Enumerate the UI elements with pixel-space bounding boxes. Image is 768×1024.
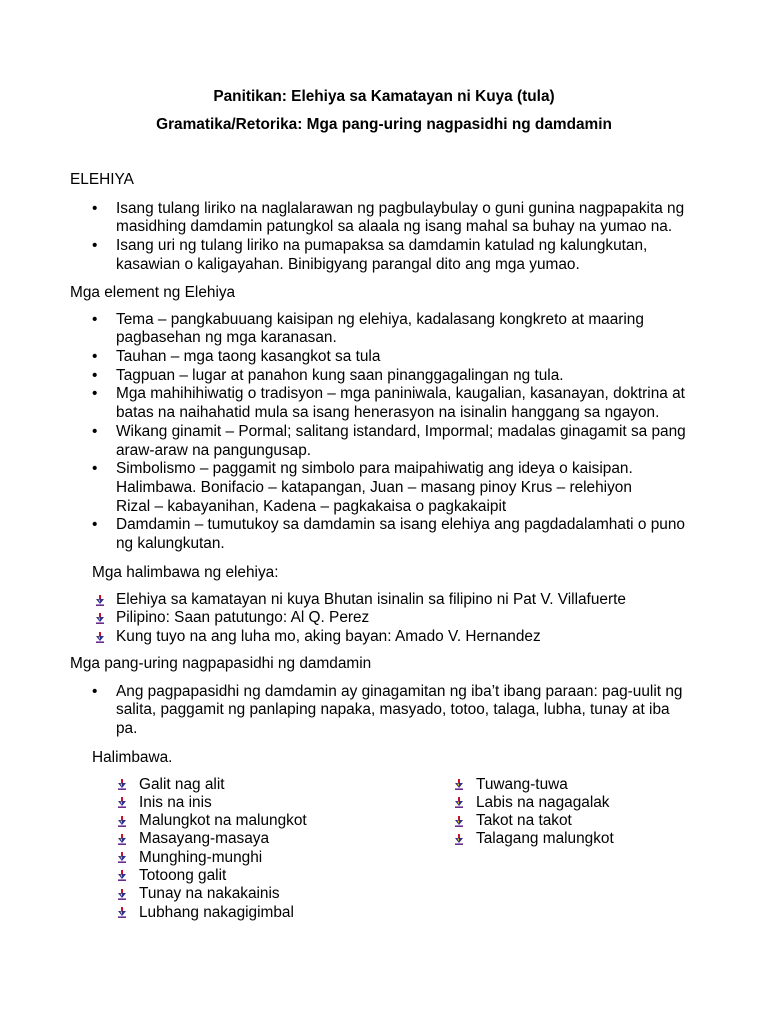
bullet-dot-icon bbox=[92, 423, 97, 442]
arrow-bullet-icon bbox=[117, 834, 127, 845]
list-item-line: araw-araw na pangungusap. bbox=[116, 441, 312, 459]
intensifier-examples-left bbox=[70, 776, 307, 922]
page-subtitle: Gramatika/Retorika: Mga pang-uring nagpasidhi ng damdamin bbox=[156, 115, 612, 133]
list-item bbox=[70, 867, 307, 885]
list-item-line: Wikang ginamit – Pormal; salitang istandard, Impormal; madalas ginagamit sa pang bbox=[116, 422, 686, 440]
list-item bbox=[70, 348, 686, 367]
arrow-bullet-icon bbox=[117, 779, 127, 790]
list-item-text: Pilipino: Saan patutungo: Al Q. Perez bbox=[116, 609, 370, 627]
list-item bbox=[70, 516, 686, 553]
list-item bbox=[70, 367, 686, 386]
arrow-bullet-icon bbox=[117, 797, 127, 808]
bullet-dot-icon bbox=[92, 237, 97, 256]
list-item bbox=[70, 591, 626, 610]
subheading-halimbawa: Halimbawa. bbox=[92, 748, 173, 766]
section-heading-elements: Mga element ng Elehiya bbox=[70, 283, 236, 301]
list-item-line: Simbolismo – paggamit ng simbolo para maipahiwatig ang ideya o kaisipan. bbox=[116, 460, 633, 478]
arrow-bullet-icon bbox=[117, 816, 127, 827]
section-heading-elehiya: ELEHIYA bbox=[70, 170, 134, 188]
list-item-line: Isang tulang liriko na naglalarawan ng pagbulaybulay o guni gunina nagpapakita ng bbox=[116, 199, 685, 217]
list-item-text: Elehiya sa kamatayan ni kuya Bhutan isinalin sa filipino ni Pat V. Villafuerte bbox=[116, 590, 626, 608]
list-item-text: Kung tuyo na ang luha mo, aking bayan: Amado V. Hernandez bbox=[116, 628, 541, 646]
arrow-bullet-icon bbox=[454, 834, 464, 845]
list-item-text: Tunay na nakakainis bbox=[139, 885, 280, 903]
list-item-text: Talagang malungkot bbox=[476, 830, 614, 848]
list-item-line: Damdamin – tumutukoy sa damdamin sa isang elehiya ang pagdadalamhati o puno bbox=[116, 516, 685, 534]
page-title: Panitikan: Elehiya sa Kamatayan ni Kuya (tula) bbox=[213, 87, 555, 105]
list-item-text: Labis na nagagalak bbox=[476, 793, 610, 811]
list-item bbox=[70, 812, 307, 830]
list-item-text: Totoong galit bbox=[139, 866, 227, 884]
list-item-text: Lubhang nakagigimbal bbox=[139, 903, 294, 921]
list-item-line: Tagpuan – lugar at panahon kung saan pinanggagalingan ng tula. bbox=[116, 366, 564, 384]
list-item-line: pagbasehan ng mga karanasan. bbox=[116, 329, 337, 347]
list-item-line: Rizal – kabayanihan, Kadena – pagkakaisa o pagkakaipit bbox=[116, 497, 507, 515]
list-item bbox=[407, 776, 614, 794]
arrow-bullet-icon bbox=[454, 797, 464, 808]
arrow-bullet-icon bbox=[454, 779, 464, 790]
bullet-dot-icon bbox=[92, 385, 97, 404]
list-item-text: Malungkot na malungkot bbox=[139, 812, 307, 830]
bullet-dot-icon bbox=[92, 460, 97, 479]
arrow-bullet-icon bbox=[95, 613, 105, 624]
list-item bbox=[70, 423, 686, 460]
section-heading-intensifiers: Mga pang-uring nagpapasidhi ng damdamin bbox=[70, 654, 372, 672]
list-item bbox=[70, 904, 307, 922]
list-item-line: Mga mahihihiwatig o tradisyon – mga paniniwala, kaugalian, kasanayan, doktrina at bbox=[116, 385, 685, 403]
arrow-bullet-icon bbox=[95, 632, 105, 643]
list-item bbox=[70, 200, 684, 237]
list-item-line: salita, paggamit ng panlaping napaka, masyado, totoo, talaga, lubha, tunay at iba bbox=[116, 701, 670, 719]
arrow-bullet-icon bbox=[117, 870, 127, 881]
bullet-dot-icon bbox=[92, 311, 97, 330]
list-item-text: Masayang-masaya bbox=[139, 830, 270, 848]
elegy-examples-list bbox=[70, 591, 626, 647]
list-item-text: Munghing-munghi bbox=[139, 848, 263, 866]
list-item bbox=[70, 628, 626, 647]
list-item-line: kasawian o kaligayahan. Binibigyang parangal dito ang mga yumao. bbox=[116, 255, 580, 273]
list-item bbox=[70, 609, 626, 628]
arrow-bullet-icon bbox=[117, 852, 127, 863]
list-item-line: Isang uri ng tulang liriko na pumapaksa sa damdamin katulad ng kalungkutan, bbox=[116, 237, 648, 255]
bullet-dot-icon bbox=[92, 683, 97, 702]
list-item bbox=[70, 460, 686, 516]
list-item bbox=[407, 812, 614, 830]
list-item bbox=[70, 849, 307, 867]
subheading-elegy-examples: Mga halimbawa ng elehiya: bbox=[92, 563, 279, 581]
list-item-line: Tema – pangkabuuang kaisipan ng elehiya, kadalasang kongkreto at maaring bbox=[116, 310, 644, 328]
bullet-dot-icon bbox=[92, 516, 97, 535]
arrow-bullet-icon bbox=[95, 595, 105, 606]
bullet-dot-icon bbox=[92, 367, 97, 386]
list-item bbox=[70, 237, 684, 274]
list-item bbox=[70, 885, 307, 903]
list-item bbox=[70, 385, 686, 422]
list-item-line: ng kalungkutan. bbox=[116, 535, 225, 553]
list-item-text: Takot na takot bbox=[476, 812, 572, 830]
list-item bbox=[70, 794, 307, 812]
list-item-line: Halimbawa. Bonifacio – katapangan, Juan – masang pinoy Krus – relehiyon bbox=[116, 478, 632, 496]
bullet-dot-icon bbox=[92, 348, 97, 367]
list-item-line: pa. bbox=[116, 720, 138, 738]
list-item-text: Tuwang-tuwa bbox=[476, 775, 568, 793]
arrow-bullet-icon bbox=[117, 889, 127, 900]
arrow-bullet-icon bbox=[117, 907, 127, 918]
bullet-dot-icon bbox=[92, 200, 97, 219]
list-item bbox=[70, 776, 307, 794]
list-item bbox=[407, 794, 614, 812]
list-item bbox=[70, 683, 682, 739]
list-item-text: Galit nag alit bbox=[139, 775, 225, 793]
definition-list bbox=[70, 200, 684, 275]
list-item-text: Inis na inis bbox=[139, 793, 212, 811]
elements-list bbox=[70, 311, 686, 554]
list-item-line: masidhing damdamin patungkol sa alaala ng isang mahal sa buhay na yumao na. bbox=[116, 218, 673, 236]
arrow-bullet-icon bbox=[454, 816, 464, 827]
list-item bbox=[407, 830, 614, 848]
list-item bbox=[70, 311, 686, 348]
list-item-line: Ang pagpapasidhi ng damdamin ay ginagamitan ng iba’t ibang paraan: pag-uulit ng bbox=[116, 682, 683, 700]
list-item bbox=[70, 830, 307, 848]
intensifier-examples-right bbox=[407, 776, 614, 849]
intensifier-list bbox=[70, 683, 682, 739]
list-item-line: batas na naihahatid mula sa isang henerasyon na isinalin hanggang sa ngayon. bbox=[116, 404, 660, 422]
list-item-line: Tauhan – mga taong kasangkot sa tula bbox=[116, 348, 381, 366]
